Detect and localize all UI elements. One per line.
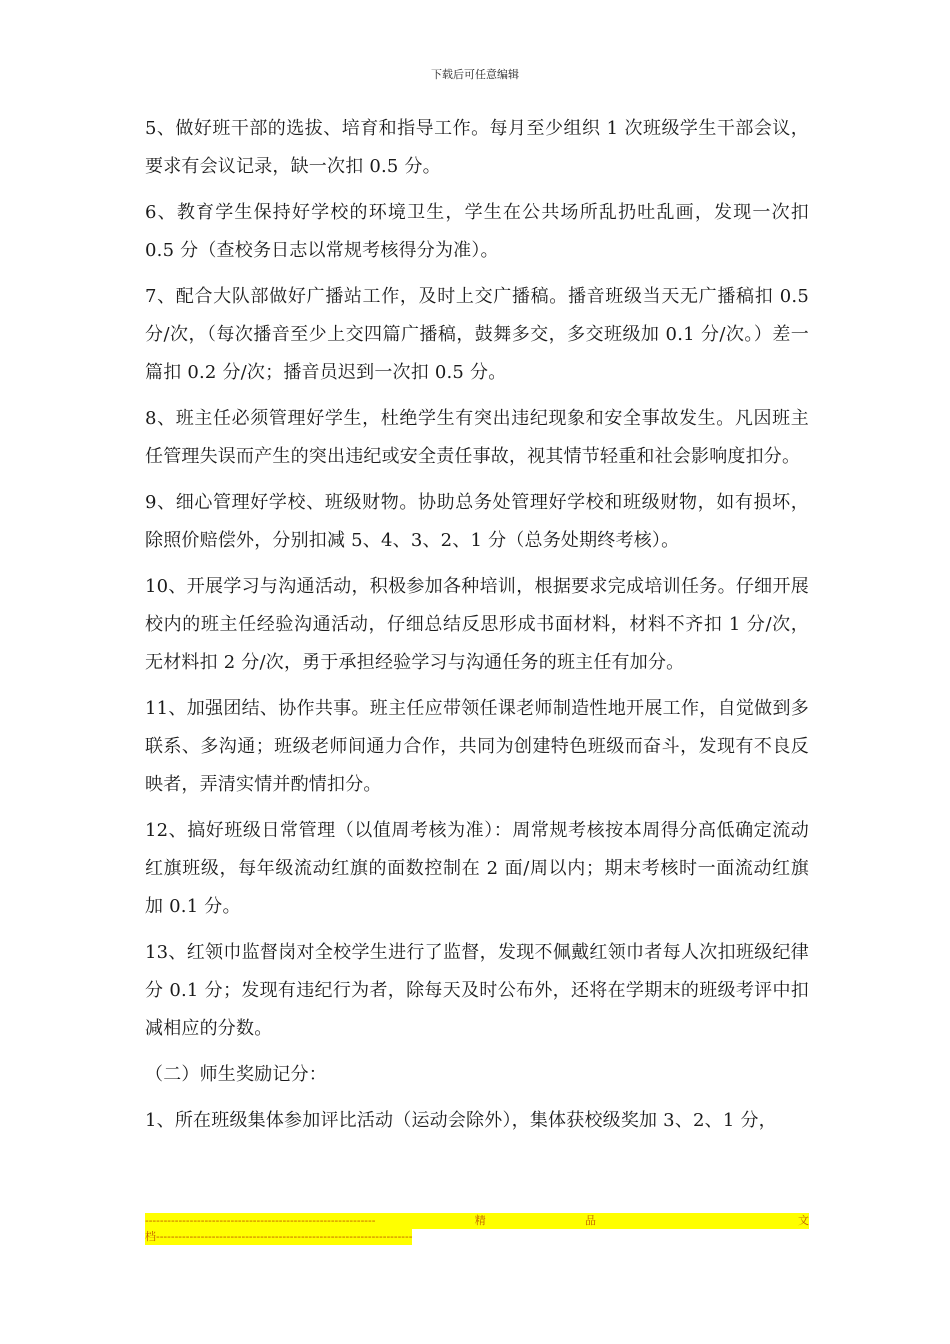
paragraph-8: 8、班主任必须管理好学生，杜绝学生有突出违纪现象和安全事故发生。凡因班主任管理失误而产生的突出违纪或安全责任事故，视其情节轻重和社会影响度扣分。	[145, 408, 809, 467]
footer-watermark	[145, 1213, 809, 1245]
document-body	[145, 110, 809, 1148]
page-header: 下载后可任意编辑	[431, 68, 519, 81]
paragraph-5: 5、做好班干部的选拔、培育和指导工作。每月至少组织 1 次班级学生干部会议，要求有会议记录，缺一次扣 0.5 分。	[145, 118, 809, 177]
paragraph-reward-1: 1、所在班级集体参加评比活动（运动会除外），集体获校级奖加 3、2、1 分，	[145, 1110, 777, 1131]
footer-line-1	[145, 1213, 809, 1229]
footer-line-2: 档---------------------------------------------------------------------	[145, 1230, 413, 1243]
footer-char-1: 精	[474, 1214, 486, 1227]
paragraph-12: 12、搞好班级日常管理（以值周考核为准）：周常规考核按本周得分高低确定流动红旗班级，每年级流动红旗的面数控制在 2 面/周以内；期末考核时一面流动红旗加 0.1 分。	[145, 820, 809, 917]
footer-spacer	[695, 1213, 699, 1229]
paragraph-11: 11、加强团结、协作共事。班主任应带领任课老师制造性地开展工作，自觉做到多联系、多沟通；班级老师间通力合作，共同为创建特色班级而奋斗，发现有不良反映者，弄清实情并酌情扣分。	[145, 698, 809, 795]
paragraph-6: 6、教育学生保持好学校的环境卫生，学生在公共场所乱扔吐乱画，发现一次扣 0.5 分（查校务日志以常规考核得分为准）。	[145, 202, 809, 261]
paragraph-7: 7、配合大队部做好广播站工作，及时上交广播稿。播音班级当天无广播稿扣 0.5 分/次，（每次播音至少上交四篇广播稿，鼓舞多交，多交班级加 0.1 分/次。）差一篇扣 0.2 分/次；播音员迟到一次扣 0.5 分。	[145, 286, 809, 383]
paragraph-10: 10、开展学习与沟通活动，积极参加各种培训，根据要求完成培训任务。仔细开展校内的班主任经验沟通活动，仔细总结反思形成书面材料，材料不齐扣 1 分/次，无材料扣 2 分/次，勇于承担经验学习与沟通任务的班主任有加分。	[145, 576, 809, 673]
footer-dashes: --------------------------------------------------------------	[145, 1214, 376, 1227]
section-heading-rewards: （二）师生奖励记分：	[145, 1064, 327, 1085]
paragraph-13: 13、红领巾监督岗对全校学生进行了监督，发现不佩戴红领巾者每人次扣班级纪律分 0.1 分；发现有违纪行为者，除每天及时公布外，还将在学期末的班级考评中扣减相应的分数。	[145, 942, 809, 1039]
footer-char-2: 品	[584, 1214, 596, 1227]
paragraph-9: 9、细心管理好学校、班级财物。协助总务处管理好学校和班级财物，如有损坏，除照价赔偿外，分别扣减 5、4、3、2、1 分（总务处期终考核）。	[145, 492, 809, 551]
footer-char-3: 文	[797, 1214, 809, 1227]
